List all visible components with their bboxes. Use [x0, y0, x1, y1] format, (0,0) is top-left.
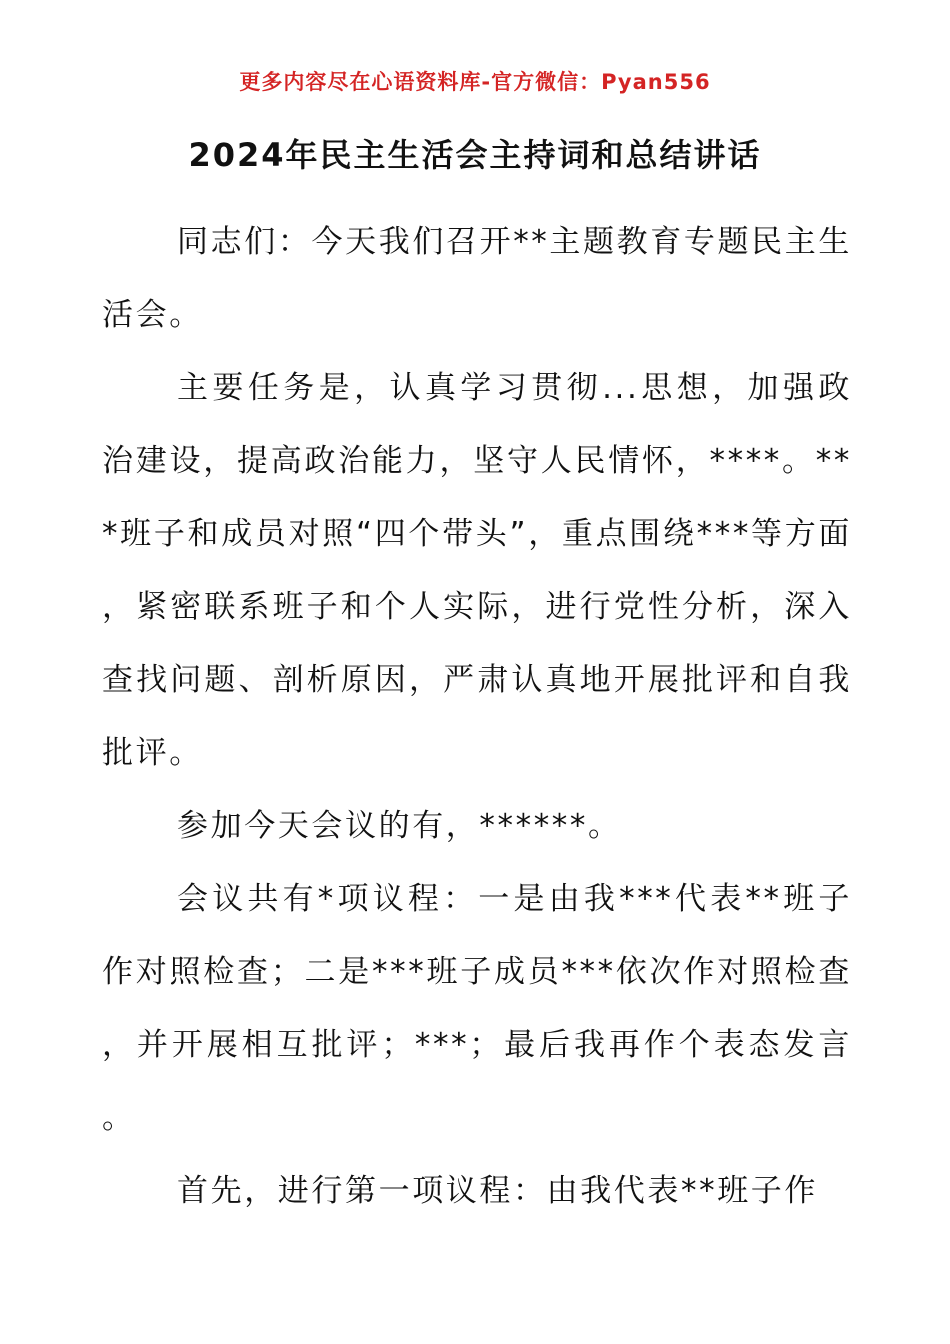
paragraph-main-task: 主要任务是，认真学习贯彻...思想，加强政治建设，提高政治能力，坚守人民情怀，****。***班子和成员对照“四个带头”，重点围绕***等方面，紧密联系班子和个人实际，进行党性分析，深入查找问题、剖析原因，严肃认真地开展批评和自我批评。	[102, 370, 852, 771]
watermark-banner: 更多内容尽在心语资料库-官方微信：Pyan556	[239, 70, 711, 94]
paragraph-agenda: 会议共有*项议程：一是由我***代表**班子作对照检查；二是***班子成员***依次作对照检查，并开展相互批评；***；最后我再作个表态发言。	[102, 881, 852, 1136]
paragraph-first-item: 首先，进行第一项议程：由我代表**班子作	[177, 1173, 818, 1209]
paragraph-attendees: 参加今天会议的有，******。	[177, 808, 622, 844]
paragraph-opening: 同志们：今天我们召开**主题教育专题民主生活会。	[102, 224, 852, 333]
document-body	[102, 206, 852, 1228]
document-title: 2024年民主生活会主持词和总结讲话	[188, 136, 762, 174]
